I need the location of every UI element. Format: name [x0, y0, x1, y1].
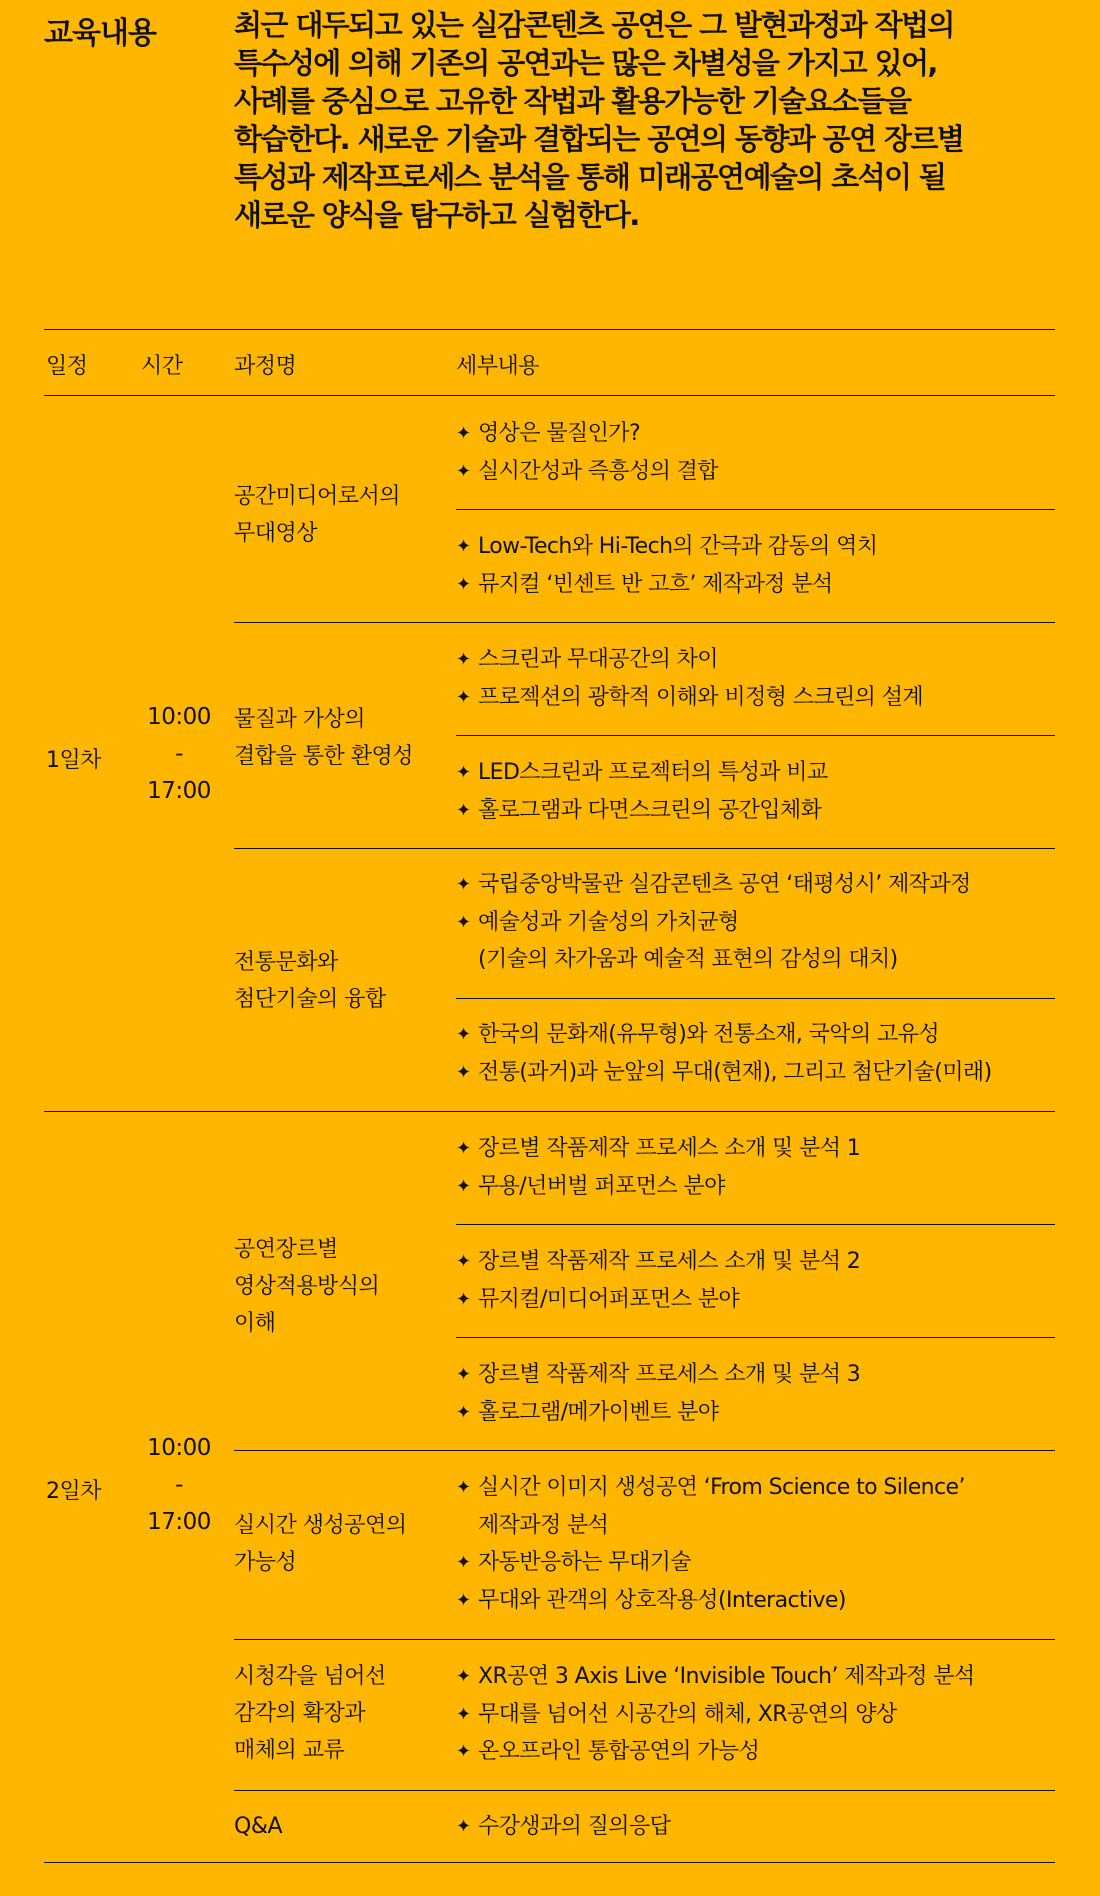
- list-item: [456, 1168, 1055, 1206]
- course-name-line: 영상적용방식의: [234, 1274, 380, 1299]
- course-name-line: 시청각을 넘어선: [234, 1664, 386, 1689]
- bullet-star-icon: ✦: [456, 1401, 471, 1423]
- list-item: [456, 1808, 1055, 1846]
- item-text: 무용/넌버벌 퍼포먼스 분야: [478, 1173, 725, 1199]
- bullet-star-icon: ✦: [456, 911, 471, 933]
- intro-heading: 교육내용: [44, 16, 156, 51]
- item-text: 수강생과의 질의응답: [478, 1814, 671, 1839]
- time-dash: -: [175, 741, 183, 767]
- divider: [234, 622, 1055, 623]
- bullet-star-icon: ✦: [456, 1175, 471, 1197]
- item-text: 온오프라인 통합공연의 가능성: [478, 1739, 760, 1764]
- course-name-line: 매체의 교류: [234, 1738, 345, 1763]
- bullet-star-icon: ✦: [456, 1288, 471, 1310]
- list-item: [456, 1356, 1055, 1394]
- item-text: 영상은 물질인가?: [478, 421, 641, 446]
- course-name: [234, 1507, 407, 1581]
- course-name-line: 공간미디어로서의: [234, 484, 401, 509]
- time-start: 10:00: [147, 1435, 211, 1461]
- course-name: [234, 1231, 379, 1342]
- bullet-star-icon: ✦: [456, 686, 471, 708]
- bullet-star-icon: ✦: [456, 1816, 471, 1837]
- detail-group: [456, 866, 1055, 979]
- bullet-star-icon: ✦: [456, 1589, 471, 1611]
- item-text: LED스크린과 프로젝터의 특성과 비교: [478, 760, 828, 785]
- course-name-line: 실시간 생성공연의: [234, 1513, 407, 1538]
- list-item: [456, 1243, 1055, 1281]
- detail-group: [456, 1356, 1055, 1431]
- time-dash: -: [175, 1472, 183, 1498]
- item-text: 뮤지컬 ‘빈센트 반 고흐’ 제작과정 분석: [478, 571, 833, 597]
- item-text: 홀로그램과 다면스크린의 공간입체화: [478, 797, 822, 823]
- bullet-star-icon: ✦: [456, 1741, 471, 1762]
- bullet-star-icon: ✦: [456, 1666, 471, 1687]
- course-name-line: 이해: [234, 1311, 276, 1336]
- course-name: [234, 1808, 282, 1845]
- list-item: [456, 1130, 1055, 1168]
- item-text: 장르별 작품제작 프로세스 소개 및 분석 2: [478, 1249, 861, 1274]
- intro-line: 최근 대두되고 있는 실감콘텐츠 공연은 그 발현과정과 작법의: [234, 8, 954, 42]
- intro-line: 새로운 양식을 탐구하고 실험한다.: [234, 198, 639, 232]
- bullet-star-icon: ✦: [456, 1138, 471, 1159]
- header-detail: 세부내용: [456, 354, 540, 379]
- bullet-star-icon: ✦: [456, 1703, 471, 1725]
- list-item: [456, 528, 1055, 566]
- detail-group: [456, 1808, 1055, 1846]
- intro-line: 학습한다. 새로운 기술과 결합되는 공연의 동향과 공연 장르별: [234, 122, 964, 156]
- intro-line: 특성과 제작프로세스 분석을 통해 미래공연예술의 초석이 될: [234, 160, 946, 194]
- list-item: [456, 1394, 1055, 1432]
- course-name-line: Q&A: [234, 1814, 283, 1839]
- day-label: 2일차: [46, 1479, 102, 1504]
- list-item: [456, 1733, 1055, 1771]
- item-text: 실시간성과 즉흥성의 결합: [478, 458, 718, 484]
- list-item: [456, 1696, 1055, 1734]
- divider: [234, 1639, 1055, 1640]
- bullet-star-icon: ✦: [456, 1364, 471, 1385]
- day-time: [141, 699, 217, 810]
- detail-group: [456, 1243, 1055, 1318]
- time-end: 17:00: [147, 1509, 211, 1535]
- list-item: [456, 1054, 1055, 1092]
- item-text: 장르별 작품제작 프로세스 소개 및 분석 3: [478, 1362, 861, 1387]
- course-name-line: 공연장르별: [234, 1237, 338, 1262]
- bullet-star-icon: ✦: [456, 762, 471, 783]
- divider: [456, 1337, 1055, 1338]
- item-text: 실시간 이미지 생성공연 ‘From Science to Silence’: [478, 1475, 965, 1500]
- detail-group: [456, 528, 1055, 603]
- detail-group: [456, 1469, 1055, 1619]
- bullet-star-icon: ✦: [456, 423, 471, 444]
- table-header: [44, 330, 1055, 396]
- item-text: 스크린과 무대공간의 차이: [478, 647, 718, 672]
- bullet-star-icon: ✦: [456, 649, 471, 670]
- header-course: 과정명: [234, 354, 297, 379]
- item-text: 한국의 문화재(유무형)와 전통소재, 국악의 고유성: [478, 1022, 939, 1047]
- divider: [456, 1224, 1055, 1225]
- time-start: 10:00: [147, 704, 211, 730]
- list-item: [456, 453, 1055, 491]
- list-item: [456, 1281, 1055, 1319]
- divider: [234, 848, 1055, 849]
- bullet-star-icon: ✦: [456, 874, 471, 895]
- detail-group: [456, 641, 1055, 716]
- course-name-line: 전통문화와: [234, 950, 338, 975]
- item-text: Low-Tech와 Hi-Tech의 간극과 감동의 역치: [478, 534, 878, 559]
- bullet-star-icon: ✦: [456, 536, 471, 557]
- bullet-star-icon: ✦: [456, 1552, 471, 1573]
- item-text-continued: 제작과정 분석: [478, 1512, 609, 1538]
- header-day: 일정: [46, 354, 88, 379]
- detail-group: [456, 1016, 1055, 1091]
- item-text: 프로젝션의 광학적 이해와 비정형 스크린의 설계: [478, 684, 924, 710]
- item-text: 전통(과거)과 눈앞의 무대(현재), 그리고 첨단기술(미래): [478, 1059, 992, 1085]
- list-item: [456, 415, 1055, 453]
- course-name: [234, 701, 413, 775]
- detail-group: [456, 1658, 1055, 1771]
- bullet-star-icon: ✦: [456, 573, 471, 595]
- course-name-line: 가능성: [234, 1550, 297, 1575]
- list-item: [456, 1582, 1055, 1620]
- bullet-star-icon: ✦: [456, 1061, 471, 1083]
- schedule-table: [44, 329, 1055, 1863]
- item-text: 국립중앙박물관 실감콘텐츠 공연 ‘태평성시’ 제작과정: [478, 872, 971, 897]
- divider: [234, 1790, 1055, 1791]
- divider: [456, 998, 1055, 999]
- course-name-line: 물질과 가상의: [234, 707, 366, 732]
- day-2-block: [44, 1112, 1055, 1863]
- header-time: 시간: [141, 354, 183, 379]
- list-item: [456, 754, 1055, 792]
- list-item: [456, 904, 1055, 979]
- item-text-continued: (기술의 차가움과 예술적 표현의 감성의 대치): [478, 947, 898, 972]
- divider: [234, 1450, 1055, 1451]
- bullet-star-icon: ✦: [456, 460, 471, 482]
- intro-line: 특수성에 의해 기존의 공연과는 많은 차별성을 가지고 있어,: [234, 46, 937, 80]
- detail-group: [456, 754, 1055, 829]
- course-name-line: 감각의 확장과: [234, 1701, 366, 1726]
- time-end: 17:00: [147, 778, 211, 804]
- course-name-line: 결합을 통한 환영성: [234, 744, 414, 769]
- course-name: [234, 944, 386, 1018]
- item-text: 자동반응하는 무대기술: [478, 1550, 691, 1575]
- course-name: [234, 1658, 386, 1769]
- intro-line: 사례를 중심으로 고유한 작법과 활용가능한 기술요소들을: [234, 84, 911, 118]
- item-text: 무대와 관객의 상호작용성(Interactive): [478, 1587, 846, 1613]
- day-time: [141, 1430, 217, 1541]
- detail-group: [456, 1130, 1055, 1205]
- item-text: XR공연 3 Axis Live ‘Invisible Touch’ 제작과정 분석: [478, 1664, 975, 1689]
- item-text: 뮤지컬/미디어퍼포먼스 분야: [478, 1286, 740, 1312]
- intro-paragraph: [234, 6, 1074, 234]
- day-label: 1일차: [46, 748, 102, 773]
- list-item: [456, 866, 1055, 904]
- bullet-star-icon: ✦: [456, 1024, 471, 1045]
- bullet-star-icon: ✦: [456, 1251, 471, 1272]
- item-text: 무대를 넘어선 시공간의 해체, XR공연의 양상: [478, 1701, 897, 1727]
- item-text: 홀로그램/메가이벤트 분야: [478, 1399, 719, 1425]
- course-name-line: 첨단기술의 융합: [234, 987, 386, 1012]
- bullet-star-icon: ✦: [456, 799, 471, 821]
- course-name: [234, 478, 400, 552]
- list-item: [456, 566, 1055, 604]
- list-item: [456, 1658, 1055, 1696]
- item-text: 장르별 작품제작 프로세스 소개 및 분석 1: [478, 1136, 861, 1161]
- divider: [456, 735, 1055, 736]
- item-text: 예술성과 기술성의 가치균형: [478, 909, 739, 935]
- list-item: [456, 679, 1055, 717]
- day-1-block: [44, 396, 1055, 1112]
- list-item: [456, 641, 1055, 679]
- list-item: [456, 1469, 1055, 1544]
- list-item: [456, 792, 1055, 830]
- course-name-line: 무대영상: [234, 521, 318, 546]
- list-item: [456, 1544, 1055, 1582]
- divider: [456, 509, 1055, 510]
- detail-group: [456, 415, 1055, 490]
- list-item: [456, 1016, 1055, 1054]
- bullet-star-icon: ✦: [456, 1477, 471, 1498]
